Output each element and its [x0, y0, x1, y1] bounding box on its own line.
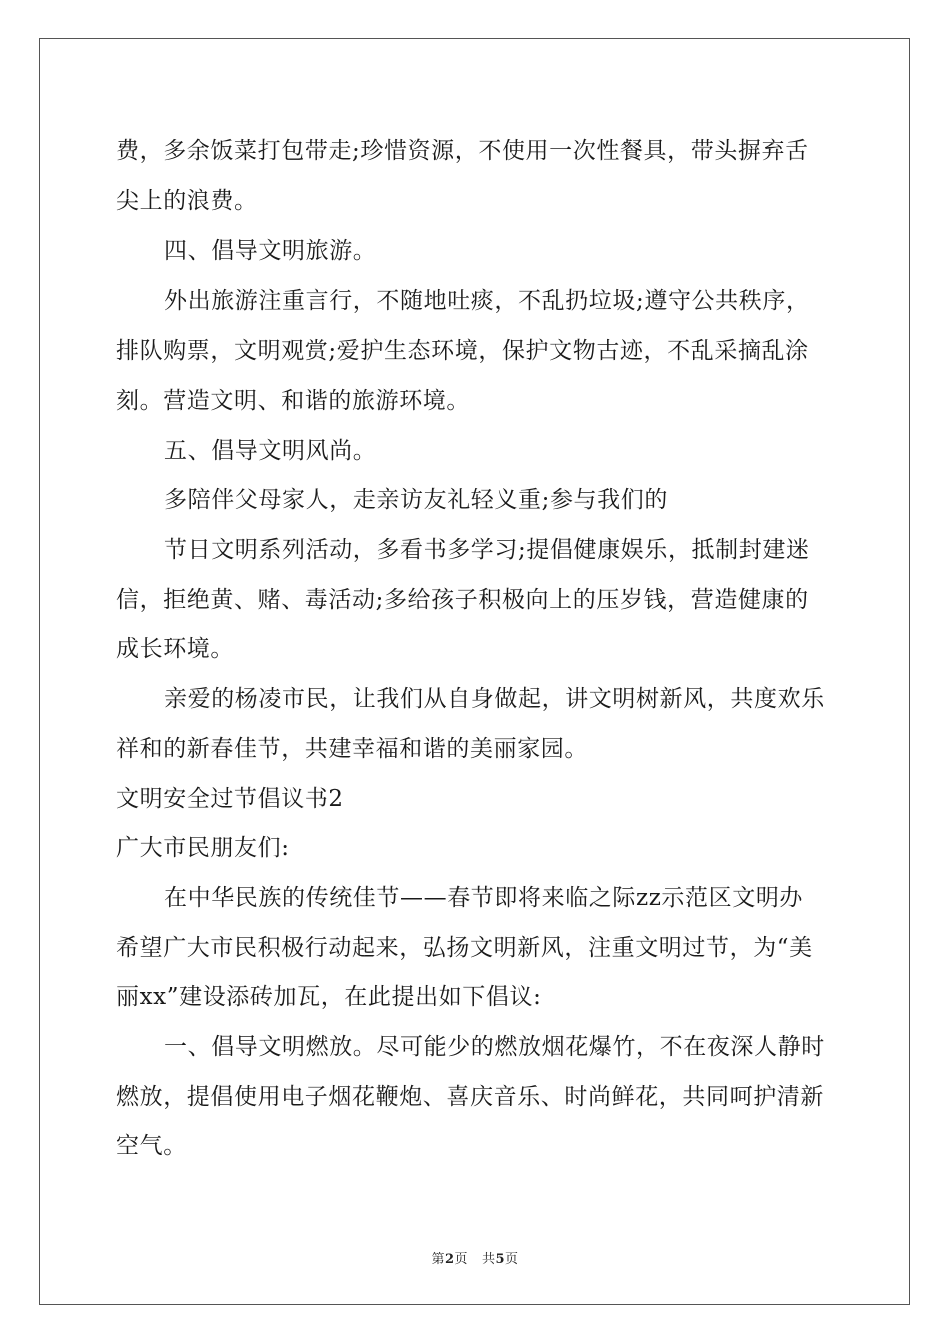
page-mid: 页 共: [454, 1252, 496, 1267]
section-heading: 四、倡导文明旅游。: [164, 238, 377, 264]
page-number-current: 2: [445, 1252, 455, 1267]
paragraph-line: 费，多余饭菜打包带走;珍惜资源，不使用一次性餐具，带头摒弃舌: [116, 138, 809, 164]
paragraph-line: 在中华民族的传统佳节——春节即将来临之际zz示范区文明办: [164, 885, 804, 911]
paragraph-line: 外出旅游注重言行，不随地吐痰，不乱扔垃圾;遵守公共秩序，: [164, 288, 810, 314]
paragraph-line: 成长环境。: [116, 636, 234, 662]
paragraph-line: 节日文明系列活动，多看书多学习;提倡健康娱乐，抵制封建迷: [164, 537, 810, 563]
paragraph-line: 丽xx”建设添砖加瓦，在此提出如下倡议:: [116, 984, 542, 1010]
page-suffix: 页: [505, 1252, 519, 1267]
document-title: 文明安全过节倡议书2: [116, 786, 344, 812]
page-frame: [39, 38, 910, 1305]
paragraph-line: 一、倡导文明燃放。尽可能少的燃放烟花爆竹，不在夜深人静时: [164, 1034, 825, 1060]
paragraph-line: 燃放，提倡使用电子烟花鞭炮、喜庆音乐、时尚鲜花，共同呵护清新: [116, 1084, 824, 1110]
page-footer: [0, 1248, 950, 1267]
paragraph-line: 亲爱的杨凌市民，让我们从自身做起，讲文明树新风，共度欢乐: [164, 686, 825, 712]
paragraph-line: 希望广大市民积极行动起来，弘扬文明新风，注重文明过节，为“美: [116, 935, 813, 961]
paragraph-line: 祥和的新春佳节，共建幸福和谐的美丽家园。: [116, 736, 588, 762]
page-prefix: 第: [431, 1252, 445, 1267]
paragraph-line: 空气。: [116, 1133, 187, 1159]
paragraph-line: 刻。营造文明、和谐的旅游环境。: [116, 388, 470, 414]
paragraph-line: 多陪伴父母家人，走亲访友礼轻义重;参与我们的: [164, 487, 668, 513]
paragraph-line: 尖上的浪费。: [116, 188, 258, 214]
salutation: 广大市民朋友们:: [116, 835, 290, 861]
page-number-total: 5: [495, 1252, 505, 1267]
paragraph-line: 信，拒绝黄、赌、毒活动;多给孩子积极向上的压岁钱，营造健康的: [116, 587, 809, 613]
paragraph-line: 排队购票，文明观赏;爱护生态环境，保护文物古迹，不乱采摘乱涂: [116, 338, 809, 364]
section-heading: 五、倡导文明风尚。: [164, 438, 377, 464]
